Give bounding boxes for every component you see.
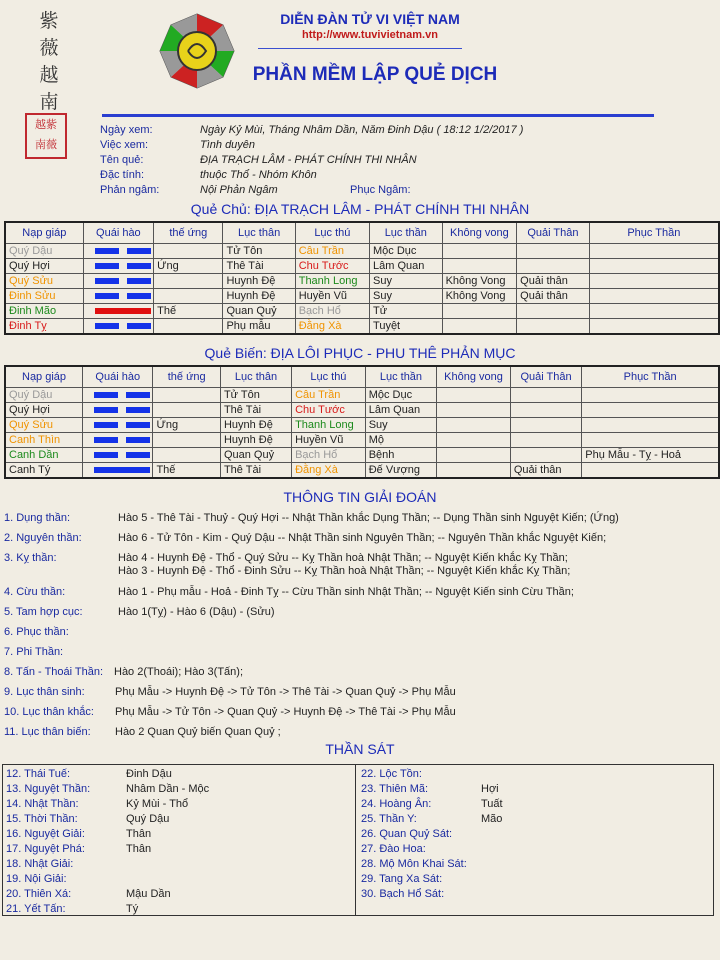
quai-than-cell: Quải thân (517, 274, 590, 289)
luc-than-state-cell: Mộ (365, 433, 436, 448)
luc-than-state-cell: Tử (370, 304, 443, 319)
luc-than-state-cell: Suy (370, 289, 443, 304)
than-sat-key: 29. Tang Xa Sát: (361, 873, 443, 885)
interp-key: 9. Lục thân sinh: (4, 686, 85, 698)
nap-giap-cell: Quý Hợi (5, 403, 83, 418)
luc-thu-cell: Bạch Hổ (292, 448, 366, 463)
than-sat-key: 27. Đào Hoa: (361, 843, 426, 855)
phuc-than-cell (589, 259, 719, 274)
quai-than-cell (517, 259, 590, 274)
quai-hao-cell (83, 259, 154, 274)
seal-line: 越紫 (35, 118, 57, 131)
the-ung-cell: Thế (154, 304, 223, 319)
phuc-than-cell (582, 463, 719, 479)
nap-giap-cell: Đinh Sửu (5, 289, 83, 304)
quai-than-cell: Quải thân (517, 289, 590, 304)
phuc-ngam-label: Phục Ngâm: (350, 184, 411, 196)
than-sat-key: 25. Thần Y: (361, 813, 417, 825)
than-sat-value: Hợi (481, 783, 499, 795)
calligraphy-char: 紫 (39, 10, 59, 32)
quai-hao-cell (83, 448, 153, 463)
phuc-than-cell (589, 304, 719, 319)
quai-hao-cell (83, 319, 154, 335)
column-header: Nạp giáp (5, 366, 83, 388)
luc-than-cell: Quan Quỷ (223, 304, 295, 319)
the-ung-cell (154, 274, 223, 289)
luc-thu-cell: Câu Trần (292, 388, 366, 403)
khong-vong-cell (437, 388, 511, 403)
nap-giap-cell: Canh Dần (5, 448, 83, 463)
luc-thu-cell: Huyền Vũ (295, 289, 369, 304)
yin-line (94, 407, 148, 413)
phuc-than-cell (589, 289, 719, 304)
column-header: Lục thân (220, 366, 291, 388)
phuc-than-cell (582, 388, 719, 403)
than-sat-key: 18. Nhật Giải: (6, 858, 74, 870)
the-ung-cell (153, 403, 221, 418)
calligraphy-char: 薇 (39, 37, 59, 59)
quai-than-cell (510, 418, 581, 433)
interp-key: 5. Tam hợp cục: (4, 606, 83, 618)
luc-than-state-cell: Mộc Dục (370, 244, 443, 259)
luc-than-state-cell: Bệnh (365, 448, 436, 463)
luc-than-cell: Quan Quỷ (220, 448, 291, 463)
site-url[interactable]: http://www.tuvivietnam.vn (302, 29, 438, 41)
que-bien-title: Quẻ Biến: ĐỊA LÔI PHỤC - PHU THÊ PHẢN MỤC (204, 345, 516, 361)
luc-than-state-cell: Lâm Quan (365, 403, 436, 418)
phan-ngam-label: Phản ngâm: (100, 184, 160, 196)
luc-than-cell: Huynh Đệ (220, 418, 291, 433)
yin-line (94, 452, 148, 458)
header-divider (258, 48, 462, 49)
que-bien-table (4, 365, 720, 479)
ten-que-label: Tên quẻ: (100, 154, 144, 166)
than-sat-key: 15. Thời Thần: (6, 813, 78, 825)
header-row (5, 222, 719, 244)
quai-hao-cell (83, 403, 153, 418)
than-sat-key: 23. Thiên Mã: (361, 783, 429, 795)
than-sat-key: 12. Thái Tuế: (6, 768, 71, 780)
yin-line (95, 323, 149, 329)
hao-row (5, 274, 719, 289)
interp-title: THÔNG TIN GIẢI ĐOÁN (283, 489, 437, 505)
hao-row (5, 319, 719, 335)
than-sat-divider (355, 765, 356, 915)
hao-row (5, 448, 719, 463)
khong-vong-cell (437, 418, 511, 433)
yin-line (95, 248, 149, 254)
than-sat-value: Nhâm Dần - Mộc (126, 783, 210, 795)
interp-key: 2. Nguyên thần: (4, 532, 82, 544)
quai-hao-cell (83, 463, 153, 479)
khong-vong-cell: Không Vong (442, 274, 517, 289)
ngay-xem-value: Ngày Kỷ Mùi, Tháng Nhâm Dần, Năm Đinh Dậu ( 18:12 1/2/2017 ) (200, 124, 524, 136)
luc-than-state-cell: Mộc Dục (365, 388, 436, 403)
than-sat-box (2, 764, 714, 916)
column-header: Quái hào (83, 366, 153, 388)
khong-vong-cell (442, 304, 517, 319)
quai-hao-cell (83, 388, 153, 403)
phan-ngam-value: Nội Phản Ngâm (200, 184, 278, 196)
quai-hao-cell (83, 304, 154, 319)
luc-than-state-cell: Tuyệt (370, 319, 443, 335)
header-row (5, 366, 719, 388)
than-sat-key: 30. Bạch Hổ Sát: (361, 888, 445, 900)
than-sat-value: Mậu Dần (126, 888, 171, 900)
khong-vong-cell (442, 259, 517, 274)
than-sat-value: Tuất (481, 798, 503, 810)
interp-value: Hào 4 - Huynh Đệ - Thổ - Quý Sửu -- Kỵ Thần hoà Nhật Thần; -- Nguyệt Kiến khắc Kỵ Thần; (118, 552, 568, 564)
nap-giap-cell: Quý Sửu (5, 274, 83, 289)
quai-hao-cell (83, 418, 153, 433)
luc-thu-cell: Huyền Vũ (292, 433, 366, 448)
vertical-calligraphy (36, 8, 62, 116)
luc-than-cell: Phụ mẫu (223, 319, 295, 335)
viec-xem-label: Việc xem: (100, 139, 149, 151)
column-header: Quải Thân (517, 222, 590, 244)
quai-hao-cell (83, 433, 153, 448)
ten-que-value: ĐỊA TRẠCH LÂM - PHÁT CHÍNH THI NHÂN (200, 154, 417, 166)
luc-than-cell: Huynh Đệ (223, 289, 295, 304)
interp-key: 7. Phi Thần: (4, 646, 64, 658)
luc-than-cell: Thê Tài (220, 403, 291, 418)
luc-than-state-cell: Đế Vượng (365, 463, 436, 479)
yin-line (94, 422, 148, 428)
than-sat-value: Kỷ Mùi - Thổ (126, 798, 189, 810)
red-seal (25, 113, 67, 159)
column-header: thế ứng (154, 222, 223, 244)
seal-line: 南薇 (35, 138, 57, 151)
interp-key: 11. Lục thân biến: (4, 726, 91, 738)
than-sat-key: 19. Nội Giải: (6, 873, 67, 885)
the-ung-cell (153, 388, 221, 403)
interp-value: Hào 2 Quan Quỷ biến Quan Quỷ ; (115, 726, 281, 738)
interp-value: Hào 2(Thoái); Hào 3(Tấn); (114, 666, 243, 678)
luc-thu-cell: Chu Tước (295, 259, 369, 274)
khong-vong-cell (442, 244, 517, 259)
yin-line (95, 293, 149, 299)
calligraphy-char: 南 (39, 91, 59, 113)
hao-row (5, 433, 719, 448)
nap-giap-cell: Quý Dậu (5, 388, 83, 403)
nap-giap-cell: Canh Tý (5, 463, 83, 479)
luc-thu-cell: Thanh Long (292, 418, 366, 433)
the-ung-cell (154, 319, 223, 335)
khong-vong-cell (437, 463, 511, 479)
phuc-than-cell (589, 274, 719, 289)
luc-than-cell: Huynh Đệ (223, 274, 295, 289)
yin-line (95, 263, 149, 269)
quai-hao-cell (83, 289, 154, 304)
luc-than-state-cell: Suy (365, 418, 436, 433)
yin-line (94, 437, 148, 443)
luc-thu-cell: Thanh Long (295, 274, 369, 289)
calligraphy-char: 越 (39, 64, 59, 86)
phuc-than-cell (589, 244, 719, 259)
ngay-xem-label: Ngày xem: (100, 124, 153, 136)
column-header: thế ứng (153, 366, 221, 388)
column-header: Lục thú (295, 222, 369, 244)
quai-than-cell (517, 244, 590, 259)
interp-value: Phụ Mẫu -> Tử Tôn -> Quan Quỷ -> Huynh Đệ -> Thê Tài -> Phụ Mẫu (115, 706, 456, 718)
column-header: Lục thú (292, 366, 366, 388)
column-header: Không vong (437, 366, 511, 388)
than-sat-key: 20. Thiên Xá: (6, 888, 72, 900)
than-sat-key: 21. Yết Tấn: (6, 903, 66, 915)
column-header: Quái hào (83, 222, 154, 244)
quai-than-cell (517, 304, 590, 319)
luc-than-cell: Huynh Đệ (220, 433, 291, 448)
the-ung-cell (154, 244, 223, 259)
quai-than-cell (510, 448, 581, 463)
the-ung-cell: Ứng (153, 418, 221, 433)
interp-key: 10. Lục thân khắc: (4, 706, 94, 718)
interp-value: Phụ Mẫu -> Huynh Đệ -> Tử Tôn -> Thê Tài -> Quan Quỷ -> Phụ Mẫu (115, 686, 456, 698)
than-sat-key: 26. Quan Quỷ Sát: (361, 828, 453, 840)
column-header: Lục thần (365, 366, 436, 388)
than-sat-value: Thân (126, 828, 152, 840)
luc-thu-cell: Đằng Xà (295, 319, 369, 335)
yin-line (95, 278, 149, 284)
yang-line (94, 467, 148, 473)
dac-tinh-value: thuộc Thổ - Nhóm Khôn (200, 169, 317, 181)
nap-giap-cell: Quý Sửu (5, 418, 83, 433)
luc-than-cell: Tử Tôn (220, 388, 291, 403)
than-sat-title: THẦN SÁT (325, 741, 395, 757)
than-sat-value: Mão (481, 813, 503, 825)
luc-than-cell: Tử Tôn (223, 244, 295, 259)
luc-than-cell: Thê Tài (220, 463, 291, 479)
interp-key: 1. Dụng thần: (4, 512, 71, 524)
luc-thu-cell: Câu Trần (295, 244, 369, 259)
hao-row (5, 403, 719, 418)
luc-thu-cell: Đằng Xà (292, 463, 366, 479)
nap-giap-cell: Đinh Mão (5, 304, 83, 319)
phuc-than-cell (582, 403, 719, 418)
than-sat-key: 13. Nguyệt Thần: (6, 783, 91, 795)
nap-giap-cell: Quý Hợi (5, 259, 83, 274)
quai-hao-cell (83, 244, 154, 259)
column-header: Lục thần (370, 222, 443, 244)
than-sat-value: Quý Dậu (126, 813, 170, 825)
quai-than-cell (510, 403, 581, 418)
than-sat-key: 24. Hoàng Ân: (361, 798, 432, 810)
que-chu-title: Quẻ Chủ: ĐỊA TRẠCH LÂM - PHÁT CHÍNH THI NHÂN (190, 201, 530, 217)
interp-value: Hào 5 - Thê Tài - Thuỷ - Quý Hợi -- Nhật Thần khắc Dụng Thần; -- Dụng Thần sinh Nguyệt Kiến; (Ứng) (118, 512, 619, 524)
yin-line (94, 392, 148, 398)
interp-key: 8. Tấn - Thoái Thần: (4, 666, 104, 678)
luc-thu-cell: Chu Tước (292, 403, 366, 418)
app-title: PHẦN MỀM LẬP QUẺ DỊCH (252, 64, 498, 85)
nap-giap-cell: Đinh Tỵ (5, 319, 83, 335)
hao-row (5, 304, 719, 319)
interp-value: Hào 1(Tỵ) - Hào 6 (Dậu) - (Sửu) (118, 606, 275, 618)
interp-value: Hào 1 - Phụ mẫu - Hoả - Đinh Tỵ -- Cừu Thần sinh Nhật Thần; -- Nguyệt Kiến sinh Cừu Thần; (118, 586, 574, 598)
yang-line (95, 308, 149, 314)
khong-vong-cell (437, 433, 511, 448)
phuc-than-cell (589, 319, 719, 335)
than-sat-key: 14. Nhật Thần: (6, 798, 79, 810)
the-ung-cell (153, 433, 221, 448)
than-sat-value: Thân (126, 843, 152, 855)
interp-key: 3. Kỵ thần: (4, 552, 57, 564)
than-sat-value: Đinh Dậu (126, 768, 172, 780)
hao-row (5, 388, 719, 403)
than-sat-key: 17. Nguyệt Phá: (6, 843, 85, 855)
quai-than-cell (510, 388, 581, 403)
quai-than-cell: Quải thân (510, 463, 581, 479)
quai-hao-cell (83, 274, 154, 289)
the-ung-cell: Thế (153, 463, 221, 479)
column-header: Lục thân (223, 222, 295, 244)
luc-than-state-cell: Suy (370, 274, 443, 289)
the-ung-cell (154, 289, 223, 304)
nap-giap-cell: Quý Dậu (5, 244, 83, 259)
hao-row (5, 259, 719, 274)
hao-row (5, 418, 719, 433)
luc-than-state-cell: Lâm Quan (370, 259, 443, 274)
than-sat-key: 28. Mộ Môn Khai Sát: (361, 858, 467, 870)
khong-vong-cell (442, 319, 517, 335)
luc-thu-cell: Bạch Hổ (295, 304, 369, 319)
column-header: Không vong (442, 222, 517, 244)
viec-xem-value: Tình duyên (200, 139, 256, 151)
interp-key: 6. Phục thần: (4, 626, 69, 638)
column-header: Quải Thân (510, 366, 581, 388)
quai-than-cell (510, 433, 581, 448)
column-header: Nạp giáp (5, 222, 83, 244)
quai-than-cell (517, 319, 590, 335)
the-ung-cell: Ứng (154, 259, 223, 274)
bagua-logo (158, 12, 236, 90)
than-sat-value: Tý (126, 903, 139, 915)
hao-row (5, 289, 719, 304)
phuc-than-cell (582, 418, 719, 433)
the-ung-cell (153, 448, 221, 463)
nap-giap-cell: Canh Thìn (5, 433, 83, 448)
than-sat-key: 22. Lộc Tồn: (361, 768, 422, 780)
khong-vong-cell: Không Vong (442, 289, 517, 304)
than-sat-key: 16. Nguyệt Giải: (6, 828, 85, 840)
column-header: Phục Thần (589, 222, 719, 244)
column-header: Phục Thần (582, 366, 719, 388)
phuc-than-cell (582, 433, 719, 448)
site-name: DIỄN ĐÀN TỬ VI VIỆT NAM (280, 11, 460, 27)
dac-tinh-label: Đặc tính: (100, 169, 145, 181)
que-chu-table (4, 221, 720, 335)
hao-row (5, 244, 719, 259)
hao-row (5, 463, 719, 479)
khong-vong-cell (437, 448, 511, 463)
khong-vong-cell (437, 403, 511, 418)
interp-value: Hào 3 - Huynh Đệ - Thổ - Đinh Sửu -- Kỵ Thần hoà Nhật Thần; -- Nguyệt Kiến khắc Kỵ Thần; (118, 565, 571, 577)
interp-value: Hào 6 - Tử Tôn - Kim - Quý Dậu -- Nhật Thần sinh Nguyên Thần; -- Nguyên Thần khắc Nguyệt Kiến; (118, 532, 607, 544)
phuc-than-cell: Phụ Mẫu - Tỵ - Hoả (582, 448, 719, 463)
interp-key: 4. Cừu thần: (4, 586, 66, 598)
luc-than-cell: Thê Tài (223, 259, 295, 274)
title-underline (102, 114, 654, 117)
